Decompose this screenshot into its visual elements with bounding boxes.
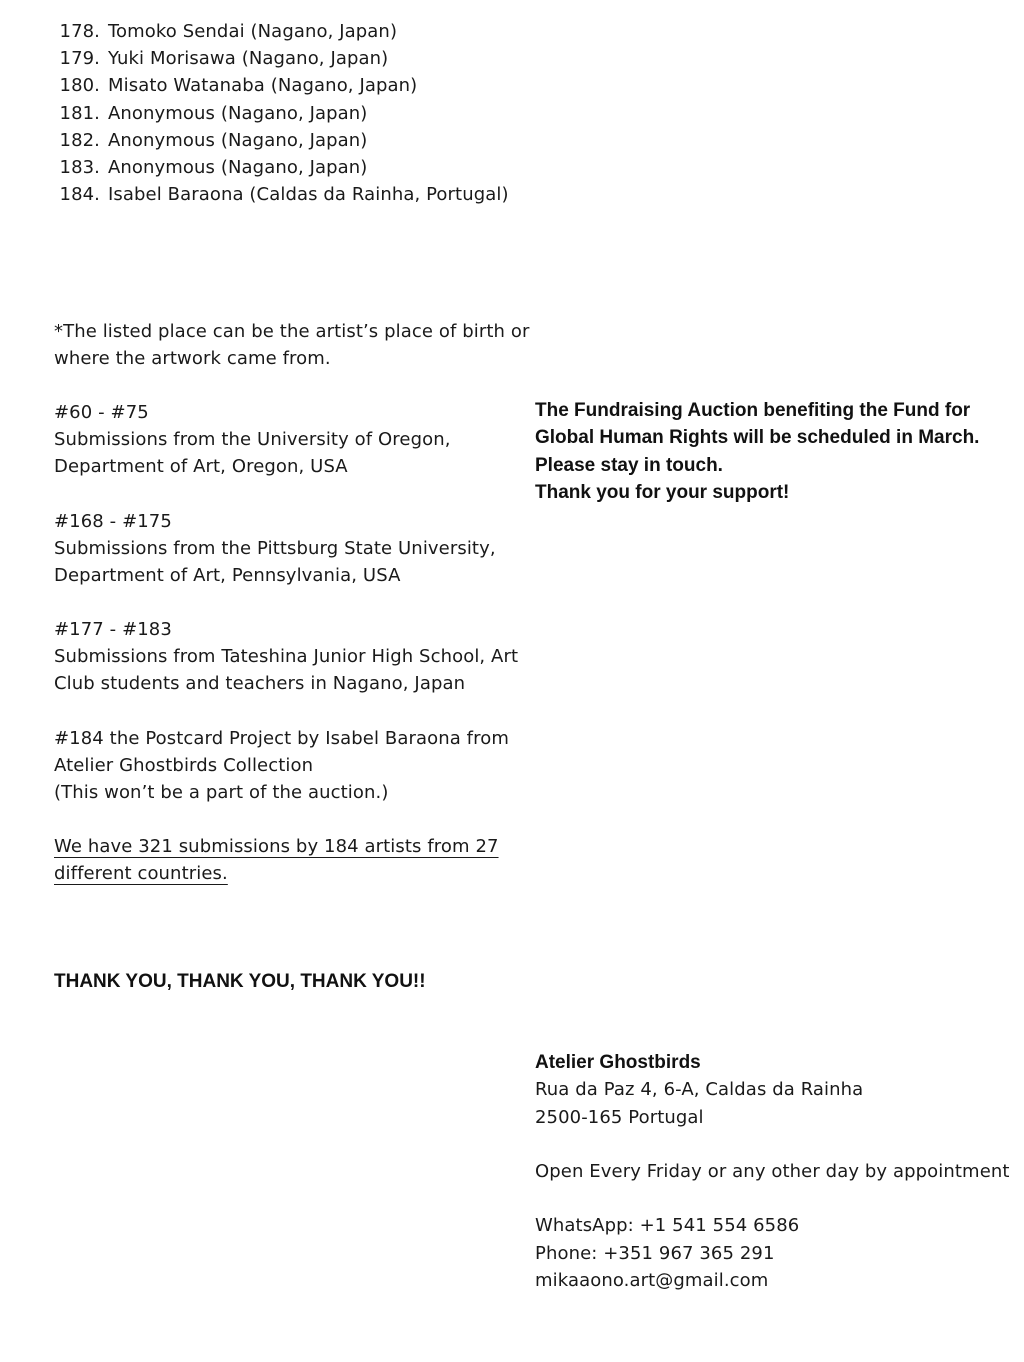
artist-name: Tomoko Sendai (Nagano, Japan) [108,21,398,42]
email-contact: mikaaono.art@gmail.com [535,1269,769,1291]
address-line: 2500-165 Portugal [535,1106,704,1128]
list-item [54,45,509,72]
place-note: *The listed place can be the artist’s place of birth or where the artwork came from. [54,321,530,370]
submission-summary: We have 321 submissions by 184 artists from 27 different countries. [54,836,499,885]
oregon-note: #60 - #75 Submissions from the University of Oregon, Department of Art, Oregon, USA [54,399,524,481]
list-number: 178. [59,21,100,42]
list-number: 180. [59,75,100,97]
list-item [54,100,509,127]
list-number: 184. [59,184,100,206]
list-item [54,18,509,45]
postcard-note: #184 the Postcard Project by Isabel Baraona from Atelier Ghostbirds Collection (This won’t be a part of the auction.) [54,728,509,804]
list-number: 181. [59,102,100,124]
list-item [54,127,509,154]
list-item [54,181,509,208]
artist-name: Anonymous (Nagano, Japan) [108,102,368,124]
list-item [54,154,509,181]
studio-name: Atelier Ghostbirds [535,1052,701,1073]
range-label: #168 - #175 [54,511,172,532]
list-number: 182. [59,129,100,151]
thanks-heading: THANK YOU, THANK YOU, THANK YOU!! [54,971,426,992]
list-number: 183. [59,157,100,179]
list-item [54,72,509,99]
artist-name: Anonymous (Nagano, Japan) [108,129,368,151]
artist-name: Misato Watanaba (Nagano, Japan) [108,75,418,97]
artist-name: Yuki Morisawa (Nagano, Japan) [108,48,389,70]
auction-notice: The Fundraising Auction benefiting the Fund for Global Human Rights will be scheduled in March. Please stay in touch. Thank you for your support! [535,400,980,504]
tateshina-note: #177 - #183 Submissions from Tateshina Junior High School, Art Club students and teachers in Nagano, Japan [54,616,524,698]
list-number: 179. [59,48,100,70]
pittsburg-note: #168 - #175 Submissions from the Pittsburg State University, Department of Art, Pennsylvania, USA [54,508,524,590]
artist-name: Anonymous (Nagano, Japan) [108,157,368,179]
range-label: #177 - #183 [54,619,172,640]
phone-contact: Phone: +351 967 365 291 [535,1242,775,1264]
address-line: Rua da Paz 4, 6-A, Caldas da Rainha [535,1079,864,1101]
range-label: #60 - #75 [54,402,149,423]
whatsapp-contact: WhatsApp: +1 541 554 6586 [535,1215,800,1237]
artist-list [54,18,509,208]
opening-hours: Open Every Friday or any other day by appointment [535,1161,1010,1182]
artist-name: Isabel Baraona (Caldas da Rainha, Portugal) [108,184,509,206]
contact-block [535,1049,1010,1294]
